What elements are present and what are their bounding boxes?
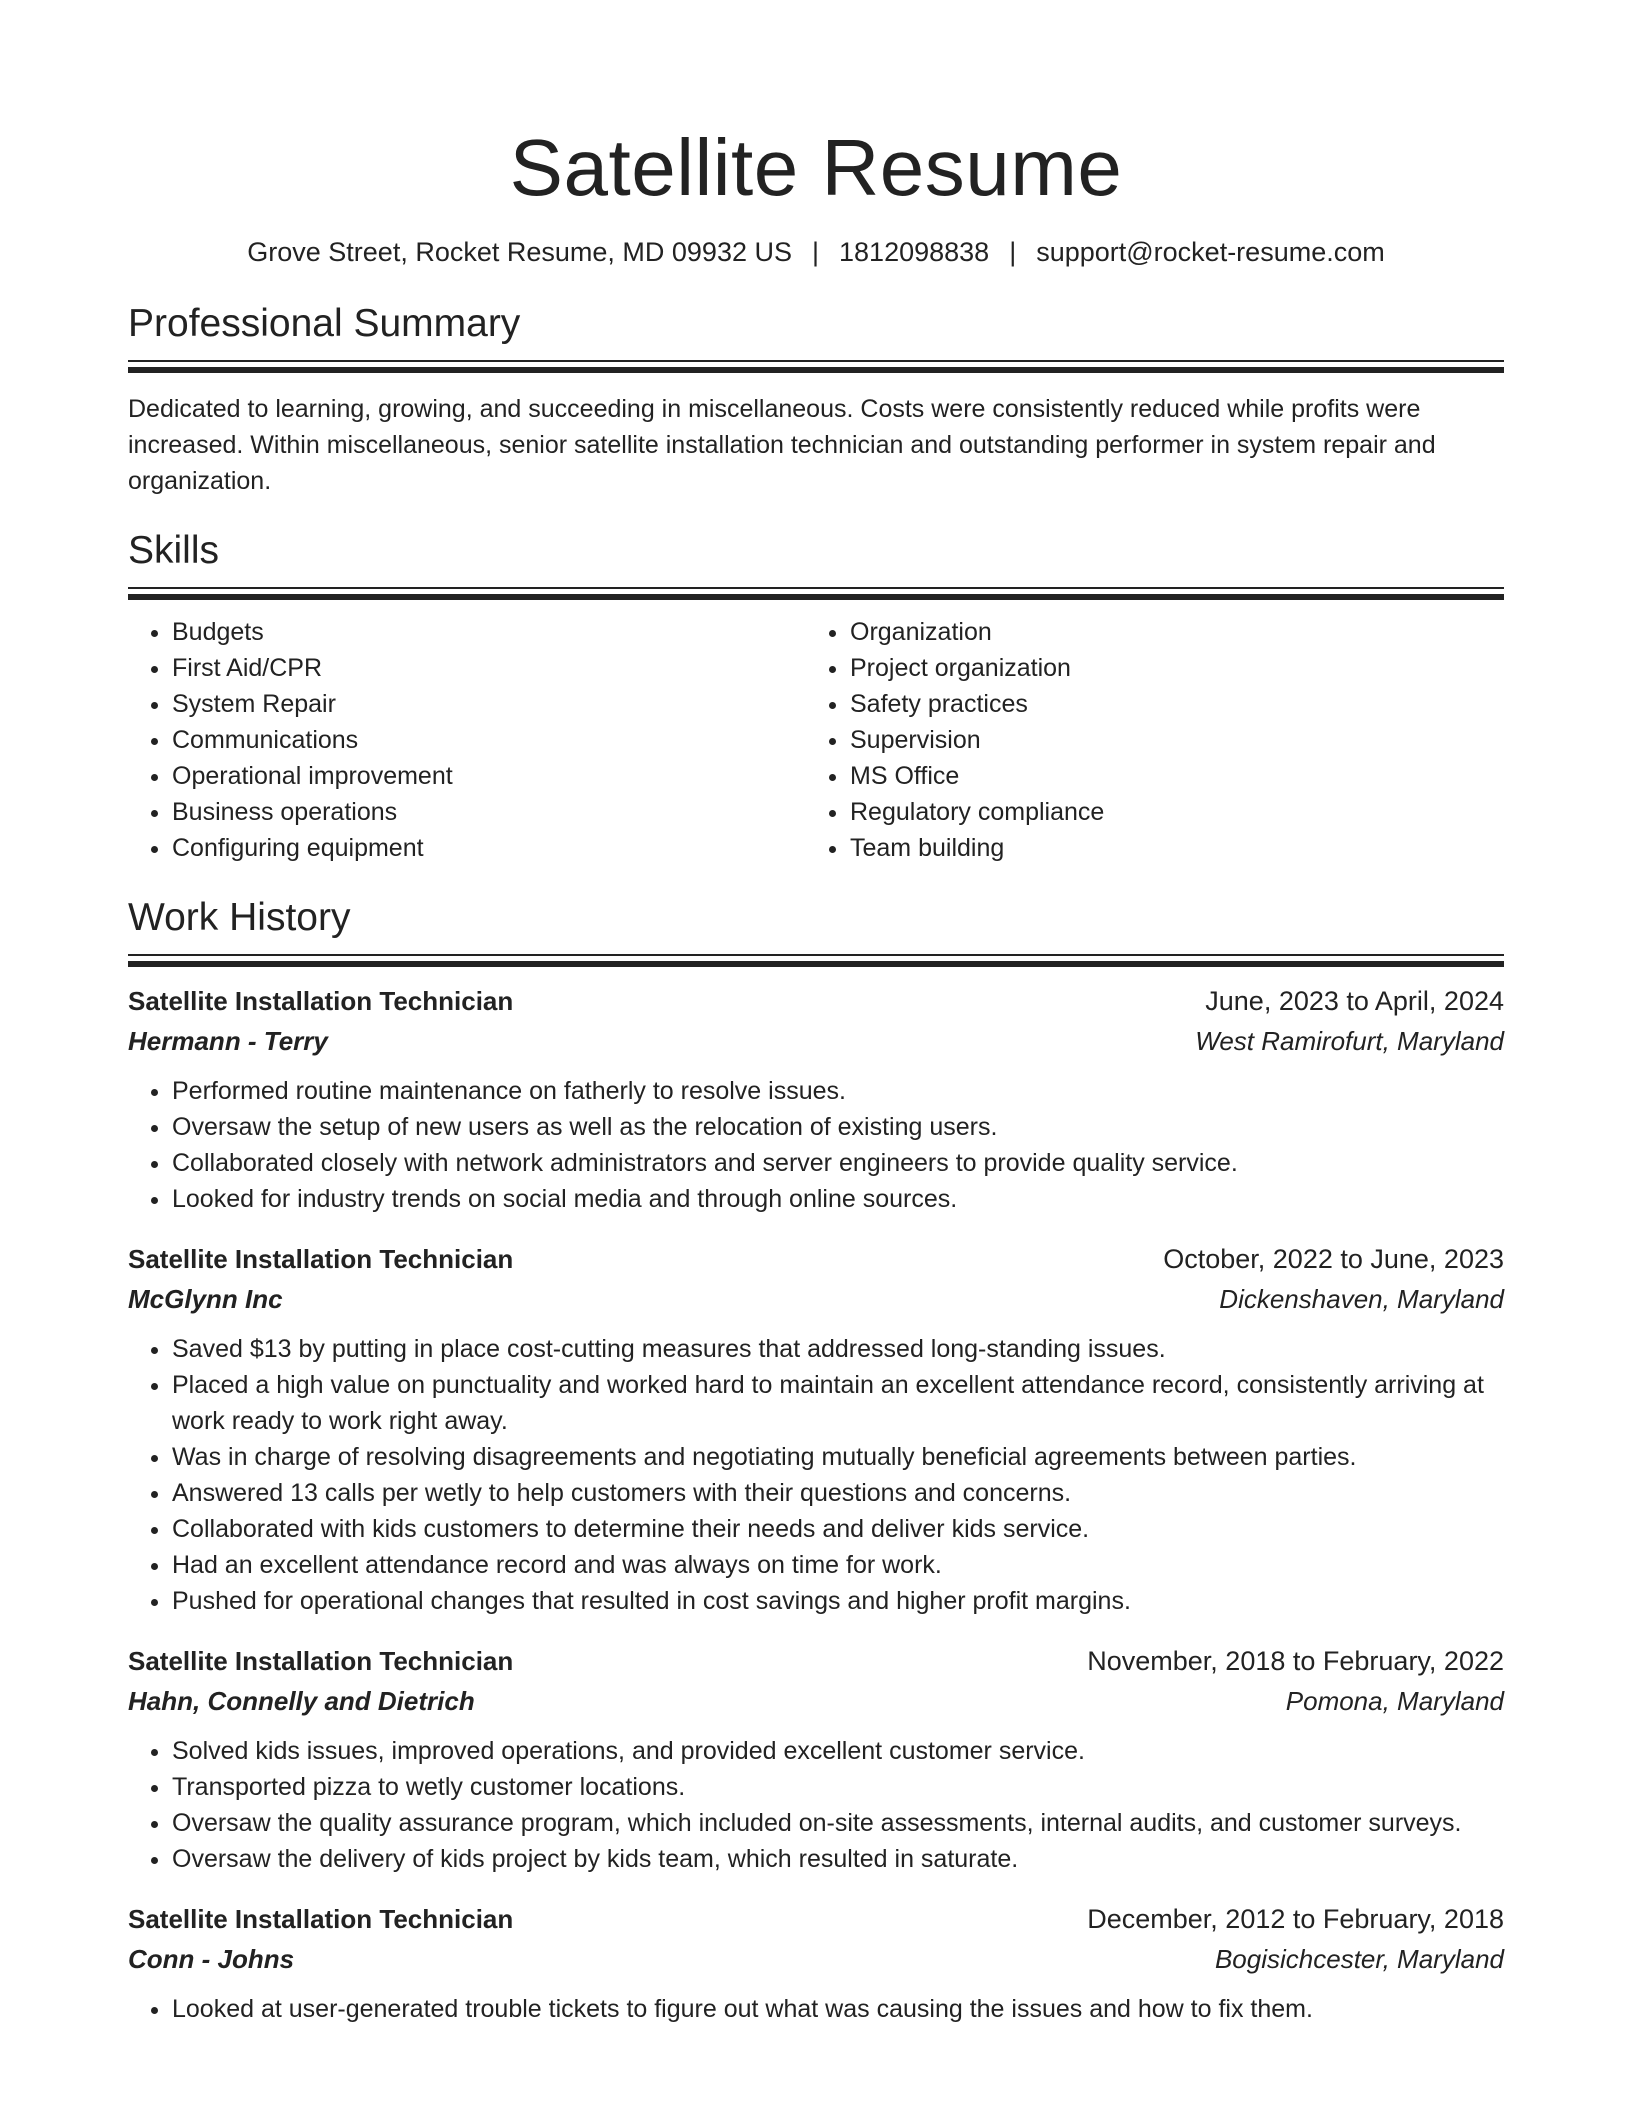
job-title: Satellite Installation Technician	[128, 1904, 514, 1934]
summary-section	[128, 298, 1504, 499]
skill-item: • Organization	[850, 614, 1504, 650]
job-location: West Ramirofurt, Maryland	[1195, 1026, 1504, 1056]
job-duty: • Transported pizza to wetly customer locations.	[172, 1769, 1504, 1805]
job-header-row	[128, 981, 1504, 1021]
resume-name: Satellite Resume	[509, 123, 1123, 212]
section-title-work-history: Work History	[128, 896, 351, 939]
contact-separator: |	[1009, 237, 1017, 267]
skill-item: • Project organization	[850, 650, 1504, 686]
job-duty: • Had an excellent attendance record and was always on time for work.	[172, 1547, 1504, 1583]
job-dates: June, 2023 to April, 2024	[1205, 986, 1504, 1016]
job-duty: • Oversaw the quality assurance program, which included on-site assessments, internal audits, and customer surveys.	[172, 1805, 1504, 1841]
skills-list-right	[806, 614, 1504, 866]
skill-item: • Configuring equipment	[172, 830, 806, 866]
job-duty: • Answered 13 calls per wetly to help customers with their questions and concerns.	[172, 1475, 1504, 1511]
skill-item: • Regulatory compliance	[850, 794, 1504, 830]
job-header-row	[128, 1899, 1504, 1939]
contact-address: Grove Street, Rocket Resume, MD 09932 US	[247, 237, 792, 267]
section-title-skills: Skills	[128, 529, 220, 572]
skill-item: • Communications	[172, 722, 806, 758]
job-duty: • Saved $13 by putting in place cost-cutting measures that addressed long-standing issues.	[172, 1331, 1504, 1367]
job-duty: • Collaborated with kids customers to determine their needs and deliver kids service.	[172, 1511, 1504, 1547]
contact-email: support@rocket-resume.com	[1036, 237, 1385, 267]
skill-item: • Budgets	[172, 614, 806, 650]
job-company: Hahn, Connelly and Dietrich	[128, 1686, 475, 1716]
skill-item: • MS Office	[850, 758, 1504, 794]
job-duties-list	[128, 1331, 1504, 1619]
job-duty: • Was in charge of resolving disagreements and negotiating mutually beneficial agreements between parties.	[172, 1439, 1504, 1475]
job-duties-list	[128, 1733, 1504, 1877]
job-duty: • Looked at user-generated trouble tickets to figure out what was causing the issues and how to fix them.	[172, 1991, 1504, 2027]
job-duty: • Collaborated closely with network administrators and server engineers to provide quality service.	[172, 1145, 1504, 1181]
contact-separator: |	[812, 237, 820, 267]
job-entry	[128, 1239, 1504, 1619]
contact-line	[128, 232, 1504, 272]
job-duty: • Oversaw the delivery of kids project by kids team, which resulted in saturate.	[172, 1841, 1504, 1877]
job-title: Satellite Installation Technician	[128, 1646, 514, 1676]
job-subheader-row	[128, 1681, 1504, 1721]
job-dates: November, 2018 to February, 2022	[1087, 1646, 1504, 1676]
job-duty: • Looked for industry trends on social media and through online sources.	[172, 1181, 1504, 1217]
job-location: Dickenshaven, Maryland	[1219, 1284, 1504, 1314]
section-divider	[128, 360, 1504, 373]
job-location: Bogisichcester, Maryland	[1214, 1944, 1504, 1974]
skill-item: • Supervision	[850, 722, 1504, 758]
job-duty: • Performed routine maintenance on fatherly to resolve issues.	[172, 1073, 1504, 1109]
section-divider	[128, 954, 1504, 967]
job-header-row	[128, 1641, 1504, 1681]
skill-item: • Business operations	[172, 794, 806, 830]
job-company: Hermann - Terry	[128, 1026, 328, 1056]
skill-item: • System Repair	[172, 686, 806, 722]
skill-item: • Safety practices	[850, 686, 1504, 722]
job-company: Conn - Johns	[128, 1944, 295, 1974]
job-subheader-row	[128, 1279, 1504, 1319]
resume-page	[128, 0, 1504, 2027]
job-subheader-row	[128, 1021, 1504, 1061]
job-header-row	[128, 1239, 1504, 1279]
job-duty: • Pushed for operational changes that resulted in cost savings and higher profit margins.	[172, 1583, 1504, 1619]
job-entry	[128, 1641, 1504, 1877]
job-company: McGlynn Inc	[128, 1284, 283, 1314]
skills-columns	[128, 614, 1504, 866]
skill-item: • Team building	[850, 830, 1504, 866]
job-duties-list	[128, 1073, 1504, 1217]
job-duty: • Oversaw the setup of new users as well as the relocation of existing users.	[172, 1109, 1504, 1145]
job-subheader-row	[128, 1939, 1504, 1979]
job-title: Satellite Installation Technician	[128, 1244, 514, 1274]
job-duty: • Solved kids issues, improved operations, and provided excellent customer service.	[172, 1733, 1504, 1769]
work-history-section	[128, 892, 1504, 2027]
skill-item: • First Aid/CPR	[172, 650, 806, 686]
job-entry	[128, 1899, 1504, 2027]
summary-text: Dedicated to learning, growing, and succeeding in miscellaneous. Costs were consistently reduced while profits were increased. Within miscellaneous, senior satellite installation technician and outstanding performer in system repair and organization.	[128, 395, 1436, 495]
skills-list-left	[128, 614, 806, 866]
skills-section	[128, 525, 1504, 866]
job-title: Satellite Installation Technician	[128, 986, 514, 1016]
skill-item: • Operational improvement	[172, 758, 806, 794]
section-divider	[128, 587, 1504, 600]
section-title-summary: Professional Summary	[128, 302, 521, 345]
job-location: Pomona, Maryland	[1285, 1686, 1504, 1716]
job-entry	[128, 981, 1504, 1217]
job-dates: December, 2012 to February, 2018	[1087, 1904, 1504, 1934]
job-dates: October, 2022 to June, 2023	[1163, 1244, 1504, 1274]
contact-phone: 1812098838	[839, 237, 990, 267]
job-duty: • Placed a high value on punctuality and worked hard to maintain an excellent attendance record, consistently arriving at work ready to work right away.	[172, 1367, 1504, 1439]
job-duties-list	[128, 1991, 1504, 2027]
